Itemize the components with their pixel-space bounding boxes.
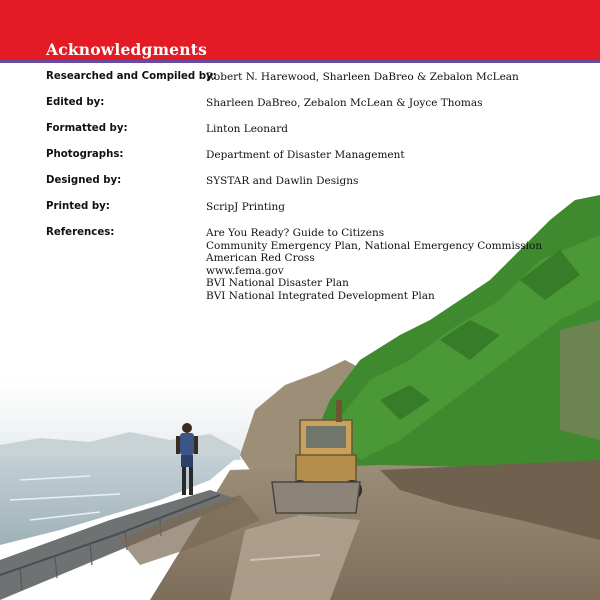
reference-item: Community Emergency Plan, National Emergency Commission	[206, 239, 543, 252]
credit-value: Linton Leonard	[206, 123, 289, 135]
reference-item: BVI National Integrated Development Plan	[206, 289, 435, 302]
credit-row	[46, 201, 586, 227]
credit-label: Formatted by:	[46, 123, 128, 134]
references-list	[206, 227, 542, 302]
credit-label: Photographs:	[46, 149, 124, 160]
credit-value: SYSTAR and Dawlin Designs	[206, 175, 359, 187]
references-label: References:	[46, 227, 115, 238]
credit-label: Researched and Compiled by:	[46, 71, 217, 82]
credit-row	[46, 97, 586, 123]
reference-item: American Red Cross	[206, 252, 315, 264]
credit-value: Department of Disaster Management	[206, 149, 405, 161]
reference-item: Are You Ready? Guide to Citizens	[206, 227, 385, 239]
credit-value: Sharleen DaBreo, Zebalon McLean & Joyce Thomas	[206, 97, 483, 109]
credit-row	[46, 123, 586, 149]
reference-item: BVI National Disaster Plan	[206, 277, 349, 289]
credit-row	[46, 149, 586, 175]
credit-value: ScripJ Printing	[206, 201, 285, 213]
credit-label: Edited by:	[46, 97, 105, 108]
page-title: Acknowledgments	[46, 40, 207, 59]
credit-label: Designed by:	[46, 175, 122, 186]
credit-value: Robert N. Harewood, Sharleen DaBreo & Zebalon McLean	[206, 71, 519, 83]
credit-row	[46, 175, 586, 201]
credit-row	[46, 71, 586, 97]
credit-label: Printed by:	[46, 201, 110, 212]
credits-list	[46, 71, 586, 302]
reference-item: www.fema.gov	[206, 264, 284, 277]
references-row	[46, 227, 586, 302]
